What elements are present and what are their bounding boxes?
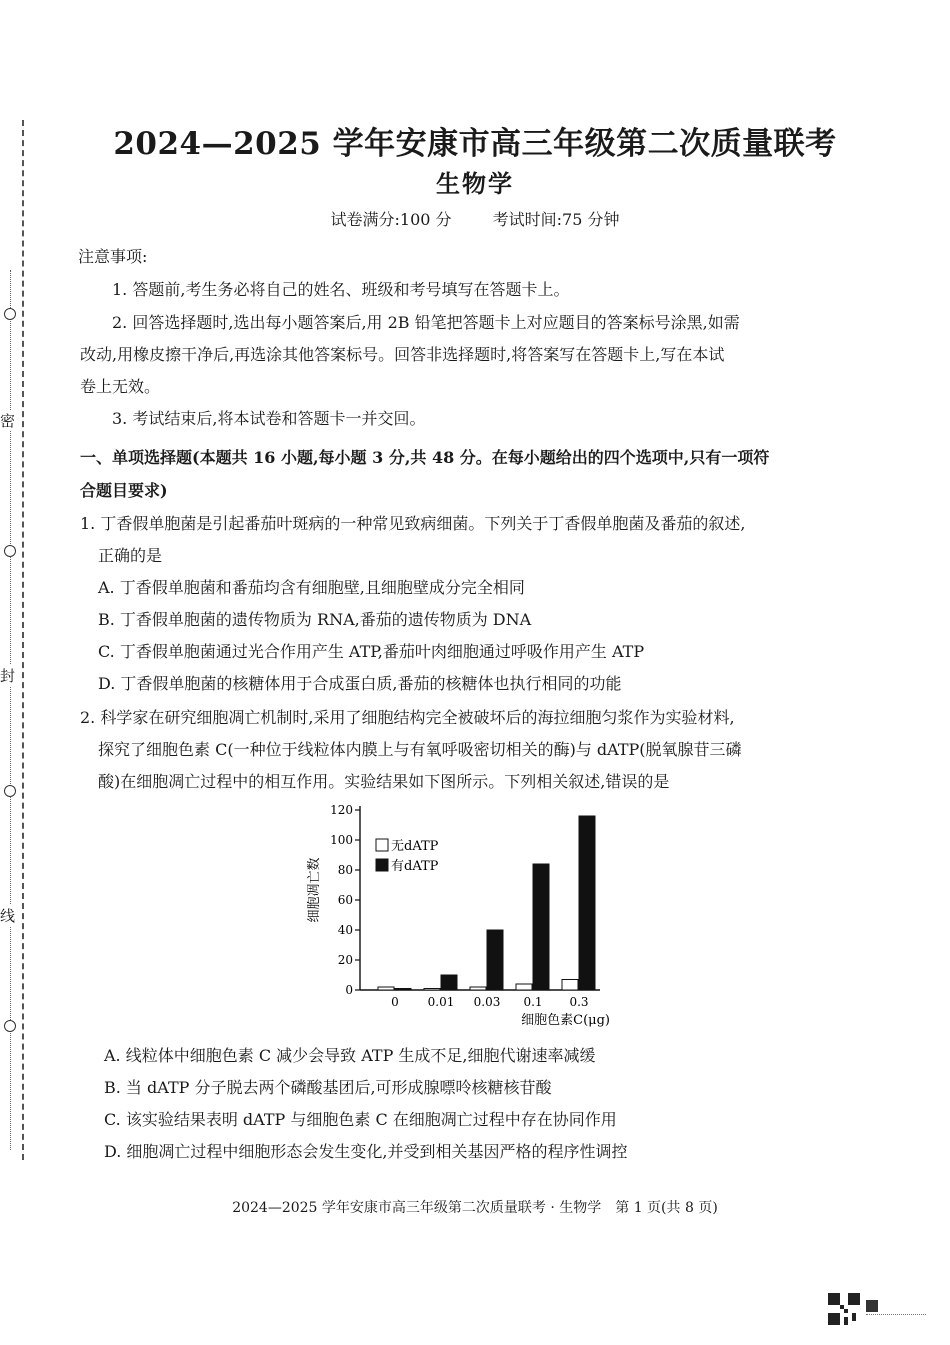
q1-option-c: C. 丁香假单胞菌通过光合作用产生 ATP,番茄叶肉细胞通过呼吸作用产生 ATP	[98, 642, 645, 661]
scanner-logo-icon	[866, 1300, 878, 1312]
x-tick-label: 0.3	[569, 995, 589, 1009]
binding-circle	[4, 308, 16, 320]
y-tick-label: 120	[330, 803, 353, 817]
legend-swatch	[376, 859, 388, 871]
bar-no-datp	[516, 984, 532, 990]
notice-line: 改动,用橡皮擦干净后,再选涂其他答案标号。回答非选择题时,将答案写在答题卡上,写在本试	[80, 345, 725, 364]
x-tick-label: 0.01	[427, 995, 455, 1009]
notice-line: 1. 答题前,考生务必将自己的姓名、班级和考号填写在答题卡上。	[112, 280, 570, 299]
y-tick-label: 60	[337, 893, 353, 907]
bar-no-datp	[562, 980, 578, 991]
binding-char-feng: 封	[0, 667, 16, 685]
q2-stem: 2. 科学家在研究细胞凋亡机制时,采用了细胞结构完全被破坏后的海拉细胞匀浆作为实验材料,	[80, 708, 735, 727]
y-tick-label: 20	[337, 953, 353, 967]
scanner-logo	[866, 1298, 928, 1324]
y-axis-label: 细胞凋亡数	[307, 857, 322, 923]
q1-stem: 1. 丁香假单胞菌是引起番茄叶斑病的一种常见致病细菌。下列关于丁香假单胞菌及番茄的叙述,	[80, 514, 746, 533]
q2-stem-cont: 酸)在细胞凋亡过程中的相互作用。实验结果如下图所示。下列相关叙述,错误的是	[98, 772, 670, 791]
y-tick-label: 0	[345, 983, 353, 997]
section-heading-cont: 合题目要求)	[80, 481, 168, 500]
binding-char-mi: 密	[0, 412, 16, 430]
exam-title: 2024—2025 学年安康市高三年级第二次质量联考	[113, 126, 837, 162]
binding-circle	[4, 785, 16, 797]
q2-option-b: B. 当 dATP 分子脱去两个磷酸基团后,可形成腺嘌呤核糖核苷酸	[104, 1078, 552, 1097]
bar-with-datp	[579, 816, 595, 990]
bar-with-datp	[441, 975, 457, 990]
y-tick-label: 100	[330, 833, 353, 847]
binding-dotted-line	[10, 270, 11, 1150]
full-score: 试卷满分:100 分	[330, 210, 452, 229]
x-tick-label: 0.1	[523, 995, 543, 1009]
q2-option-d: D. 细胞凋亡过程中细胞形态会发生变化,并受到相关基因严格的程序性调控	[104, 1142, 628, 1161]
notice-line: 卷上无效。	[80, 377, 161, 396]
binding-circle	[4, 545, 16, 557]
q1-option-b: B. 丁香假单胞菌的遗传物质为 RNA,番茄的遗传物质为 DNA	[98, 610, 532, 629]
section-heading: 一、单项选择题(本题共 16 小题,每小题 3 分,共 48 分。在每小题给出的四个选项中,只有一项符	[80, 448, 770, 467]
bar-with-datp	[533, 864, 549, 990]
scanner-logo-rule	[866, 1314, 926, 1315]
q2-option-c: C. 该实验结果表明 dATP 与细胞色素 C 在细胞凋亡过程中存在协同作用	[104, 1110, 617, 1129]
q2-option-a: A. 线粒体中细胞色素 C 减少会导致 ATP 生成不足,细胞代谢速率减缓	[104, 1046, 596, 1065]
bar-no-datp	[424, 989, 440, 991]
legend-label: 有dATP	[391, 859, 439, 874]
apoptosis-bar-chart	[300, 798, 640, 1036]
notice-line: 3. 考试结束后,将本试卷和答题卡一并交回。	[112, 409, 426, 428]
page-footer: 2024—2025 学年安康市高三年级第二次质量联考 · 生物学 第 1 页(共 8 页)	[232, 1200, 718, 1216]
exam-meta	[0, 207, 950, 230]
q1-option-d: D. 丁香假单胞菌的核糖体用于合成蛋白质,番茄的核糖体也执行相同的功能	[98, 674, 622, 693]
subject-title: 生物学	[436, 169, 514, 198]
binding-dashed-line	[22, 120, 24, 1160]
qr-code-icon	[828, 1293, 860, 1325]
binding-char-xian: 线	[0, 907, 16, 925]
notice-heading: 注意事项:	[78, 247, 148, 266]
x-tick-label: 0.03	[473, 995, 501, 1009]
y-tick-label: 40	[337, 923, 353, 937]
q1-option-a: A. 丁香假单胞菌和番茄均含有细胞壁,且细胞壁成分完全相同	[98, 578, 525, 597]
bar-no-datp	[378, 987, 394, 990]
bar-with-datp	[395, 989, 411, 991]
binding-margin	[0, 110, 40, 1170]
legend-swatch	[376, 839, 388, 851]
q2-stem-cont: 探究了细胞色素 C(一种位于线粒体内膜上与有氧呼吸密切相关的酶)与 dATP(脱氧腺苷三磷	[98, 740, 742, 759]
bar-no-datp	[470, 987, 486, 990]
x-tick-label: 0	[391, 995, 399, 1009]
exam-time: 考试时间:75 分钟	[492, 210, 620, 229]
legend-label: 无dATP	[391, 839, 439, 854]
q1-stem-cont: 正确的是	[98, 546, 163, 565]
bar-with-datp	[487, 930, 503, 990]
x-axis-label: 细胞色素C(μg)	[521, 1013, 610, 1028]
notice-line: 2. 回答选择题时,选出每小题答案后,用 2B 铅笔把答题卡上对应题目的答案标号涂黑,如需	[112, 313, 740, 332]
binding-circle	[4, 1020, 16, 1032]
y-tick-label: 80	[337, 863, 353, 877]
